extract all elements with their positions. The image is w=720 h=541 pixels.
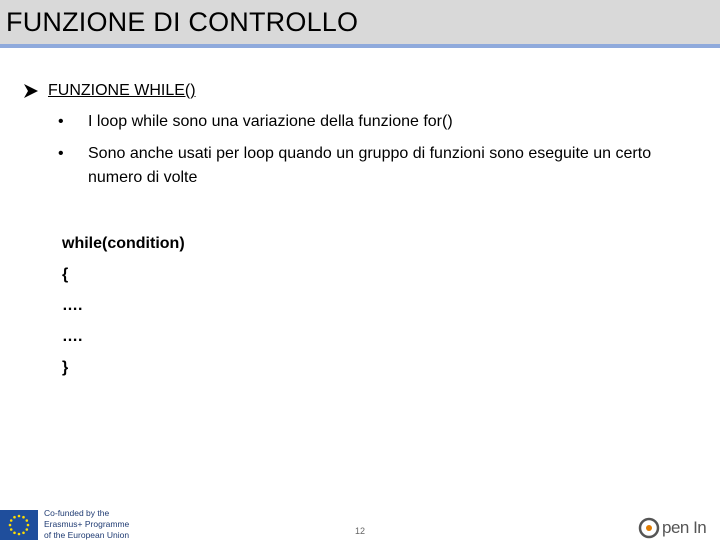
code-line: while(condition) — [62, 235, 185, 252]
page-number: 12 — [355, 526, 366, 536]
brand-text: pen In — [662, 518, 707, 537]
bullet-text: I loop while sono una variazione della funzione for() — [88, 113, 453, 130]
code-line: …. — [62, 297, 83, 314]
eu-text-line: Co-funded by the — [44, 508, 110, 518]
eu-flag-icon — [0, 510, 38, 540]
code-line: { — [62, 266, 69, 283]
title-bar — [0, 0, 720, 48]
code-line: } — [62, 359, 69, 376]
code-block — [62, 228, 185, 383]
eu-cofunding-text — [44, 508, 140, 541]
open-in-logo-icon — [636, 512, 662, 540]
bullet-dot: • — [58, 113, 64, 130]
slide-title: FUNZIONE DI CONTROLLO — [6, 7, 359, 37]
bullet-item — [58, 142, 698, 192]
bullet-item — [58, 110, 698, 134]
eu-text-line: of the European Union — [44, 530, 130, 540]
section-heading: FUNZIONE WHILE() — [48, 82, 196, 99]
bullet-dot: • — [58, 145, 64, 162]
open-in-logo — [636, 512, 716, 540]
eu-cofunding-logo — [0, 506, 140, 540]
eu-text-line: Erasmus+ Programme — [44, 519, 130, 529]
code-line: …. — [62, 328, 83, 345]
section-heading-row — [22, 80, 196, 102]
arrow-bullet-icon — [22, 82, 40, 100]
bullet-text: Sono anche usati per loop quando un gruppo di funzioni sono eseguite un certo numero di volte — [88, 145, 652, 186]
